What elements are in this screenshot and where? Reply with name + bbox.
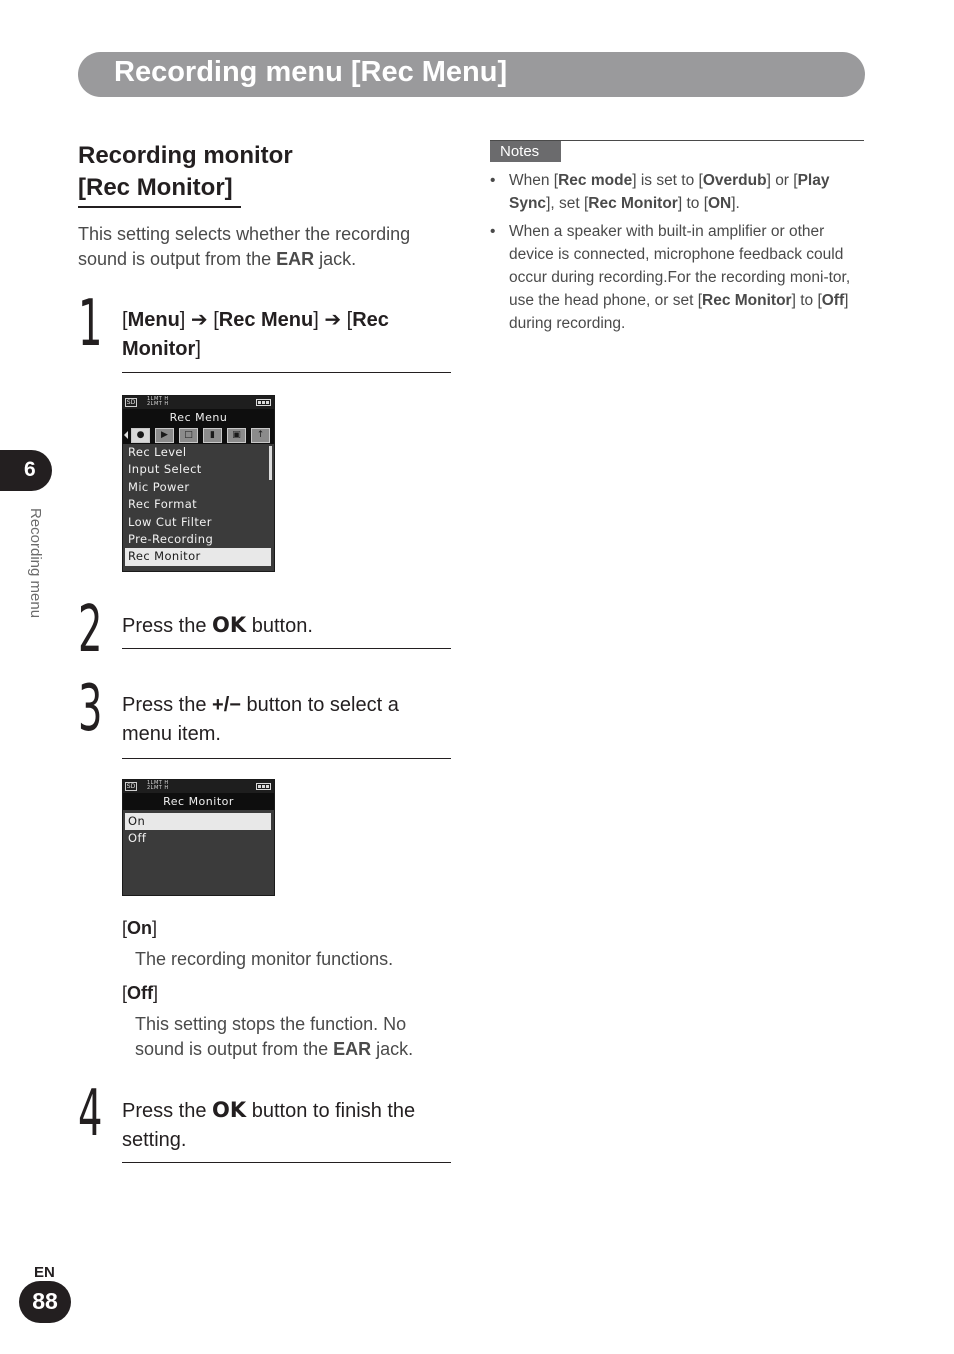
step-1-rule — [122, 372, 451, 373]
page-number-badge — [19, 1281, 71, 1323]
step-1-text: [Menu] ➔ [Rec Menu] ➔ [Rec Monitor] — [122, 309, 389, 360]
step-4-text: Press the OK button to finish the setting. — [122, 1098, 416, 1151]
section-title-line1: Recording monitor — [78, 142, 293, 169]
chapter-side-label: Recording menu — [27, 508, 44, 619]
display-icon: ▣ — [227, 428, 246, 443]
screen-menu-list — [123, 444, 274, 566]
step-2-number: 2 — [78, 593, 103, 667]
chapter-tab — [0, 450, 52, 491]
option-on: On — [125, 813, 271, 830]
left-arrow-icon — [124, 431, 128, 439]
option-on-desc: The recording monitor functions. — [135, 949, 394, 969]
section-title — [78, 140, 293, 204]
option-off-desc: This setting stops the function. No sound is output from the EAR jack. — [135, 1014, 414, 1059]
section-title-underline — [78, 206, 241, 208]
step-2-text: Press the OK button. — [122, 613, 313, 637]
screen-title: Rec Menu — [123, 409, 274, 426]
menu-item-mic-power: Mic Power — [128, 479, 190, 494]
menu-item-low-cut-filter: Low Cut Filter — [128, 514, 212, 529]
card-icon: ▮ — [203, 428, 222, 443]
screen-rec-monitor — [122, 779, 275, 896]
menu-item-rec-level: Rec Level — [128, 445, 187, 459]
step-3-text: Press the +/− button to select a menu item. — [122, 694, 399, 745]
play-icon: ▶ — [155, 428, 174, 443]
notes-list — [490, 169, 870, 340]
sd-card-icon: SD — [126, 783, 136, 790]
mic-icon: ● — [131, 428, 150, 443]
step-3-rule — [122, 758, 451, 759]
language-label: EN — [34, 1264, 55, 1281]
chapter-number: 6 — [24, 458, 36, 481]
step-3-number: 3 — [78, 672, 103, 746]
step-4-rule — [122, 1162, 451, 1163]
page-title: Recording menu [Rec Menu] — [114, 56, 508, 88]
limiter-status: 1LMT H 2LMT H — [147, 780, 169, 791]
section-intro: This setting selects whether the recording sound is output from the EAR jack. — [78, 224, 411, 269]
screen-status-bar — [123, 396, 274, 409]
note-item: • When [Rec mode] is set to [Overdub] or [Play Sync], set [Rec Monitor] to [ON]. — [490, 172, 830, 212]
menu-item-input-select: Input Select — [128, 462, 202, 477]
option-off-label: [Off] — [122, 983, 159, 1003]
scrollbar — [269, 446, 272, 480]
limiter-status: 1LMT H 2LMT H — [147, 396, 169, 407]
screen-title: Rec Monitor — [123, 793, 274, 810]
option-off: Off — [128, 831, 147, 846]
screen-status-bar — [123, 780, 274, 793]
screen-tab-bar — [123, 426, 274, 444]
step-2-rule — [122, 648, 451, 649]
battery-icon — [256, 783, 271, 790]
notes-tag: Notes — [490, 141, 561, 162]
menu-item-rec-monitor: Rec Monitor — [125, 548, 271, 565]
sd-card-icon: SD — [126, 399, 136, 406]
step-1-number: 1 — [78, 287, 103, 361]
tools-icon: ↑ — [251, 428, 270, 443]
file-icon: □ — [179, 428, 198, 443]
page-number: 88 — [32, 1288, 58, 1314]
menu-item-pre-recording: Pre-Recording — [128, 531, 214, 546]
note-item: • When a speaker with built-in amplifier or other device is connected, microphone feedback could occur during recording.For the recording moni-tor, use the head phone, or set [Rec Monitor] to [Off] during recording. — [490, 223, 851, 332]
section-title-line2: [Rec Monitor] — [78, 174, 233, 201]
screen-option-list — [123, 810, 274, 848]
screen-rec-menu — [122, 395, 275, 572]
option-on-label: [On] — [122, 918, 158, 938]
header-bar — [78, 52, 865, 97]
battery-icon — [256, 399, 271, 406]
menu-item-rec-format: Rec Format — [128, 497, 198, 512]
step-4-number: 4 — [78, 1077, 103, 1151]
